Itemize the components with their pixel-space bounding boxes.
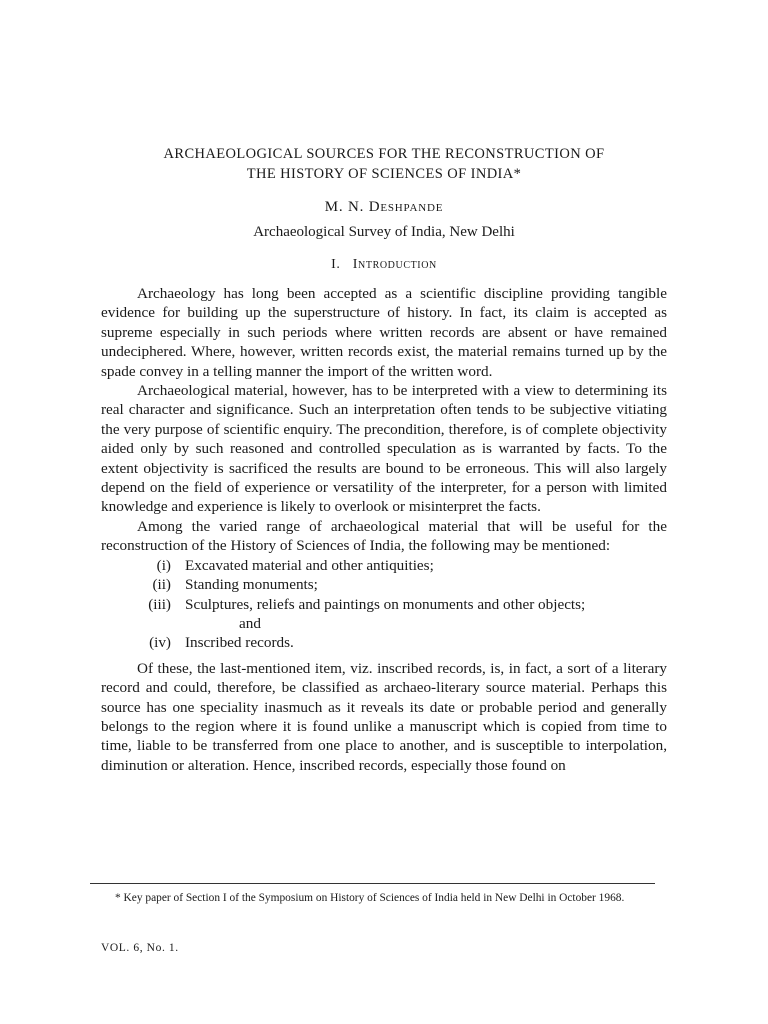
list-item-continuation: and — [239, 614, 261, 632]
section-title: Introduction — [352, 257, 437, 272]
title-line-1: ARCHAEOLOGICAL SOURCES FOR THE RECONSTRUCTION OF — [163, 146, 605, 162]
paper-title — [100, 144, 668, 184]
paragraph-4: Of these, the last-mentioned item, viz. inscribed records, is, in fact, a sort of a literary record and could, therefore, be classified as archaeo-literary source material. Perhaps this source has one speciality inasmuch as it reveals its date or probable period and generally belongs to the region where it is found unlike a manuscript which is copied from time to time, liable to be transferred from one place to another, and is susceptible to interpolation, diminution or alteration. Hence, inscribed records, especially those found on — [101, 659, 667, 774]
author-name: M. N. Deshpande — [324, 199, 444, 215]
body-text — [101, 284, 667, 775]
section-heading — [100, 257, 668, 273]
paragraph-1: Archaeology has long been accepted as a scientific discipline providing tangible evidence for building up the superstructure of history. In fact, its claim is accepted as supreme especially in such periods where written records are absent or have remained undeciphered. Where, however, written records exist, the material remains turned up by the spade convey in a telling manner the import of the written word. — [101, 285, 667, 380]
list-item-number: (iii) — [148, 595, 171, 613]
footnote-text: * Key paper of Section I of the Symposium on History of Sciences of India held in New Delhi in October 1968. — [115, 892, 625, 904]
volume-number: VOL. 6, No. 1. — [101, 942, 179, 954]
list-item — [101, 595, 667, 634]
list-item-number: (ii) — [152, 576, 171, 594]
paragraph-3: Among the varied range of archaeological material that will be useful for the reconstruction of the History of Sciences of India, the following may be mentioned: — [101, 517, 667, 555]
footnote-divider — [90, 883, 655, 884]
list-item-number: (iv) — [149, 634, 171, 652]
list-item-text: Sculptures, reliefs and paintings on monuments and other objects; — [185, 595, 586, 613]
list-item — [101, 556, 667, 575]
list-item — [101, 575, 667, 594]
section-number: I. — [331, 257, 341, 272]
list-item-number: (i) — [156, 556, 171, 574]
paragraph-2: Archaeological material, however, has to be interpreted with a view to determining its real character and significance. Such an interpretation often tends to be subjective vitiating the very purpose of scientific enquiry. The precondition, therefore, is of complete objectivity aided only by such reasoned and controlled speculation as is warranted by facts. To the extent objectivity is sacrificed the results are bound to be erroneous. This will also largely depend on the field of experience or versatility of the interpreter, for a person with limited knowledge and experience is likely to overlook or misinterpret the facts. — [101, 382, 667, 516]
list-item-text: Standing monuments; — [185, 576, 318, 594]
list-item-text: Inscribed records. — [185, 634, 294, 652]
footnote — [101, 891, 657, 906]
title-line-2: THE HISTORY OF SCIENCES OF INDIA* — [246, 166, 522, 182]
list-item-text: Excavated material and other antiquities; — [185, 556, 434, 574]
author-affiliation: Archaeological Survey of India, New Delhi — [253, 224, 515, 240]
list-item — [101, 633, 667, 652]
source-list — [101, 556, 667, 653]
